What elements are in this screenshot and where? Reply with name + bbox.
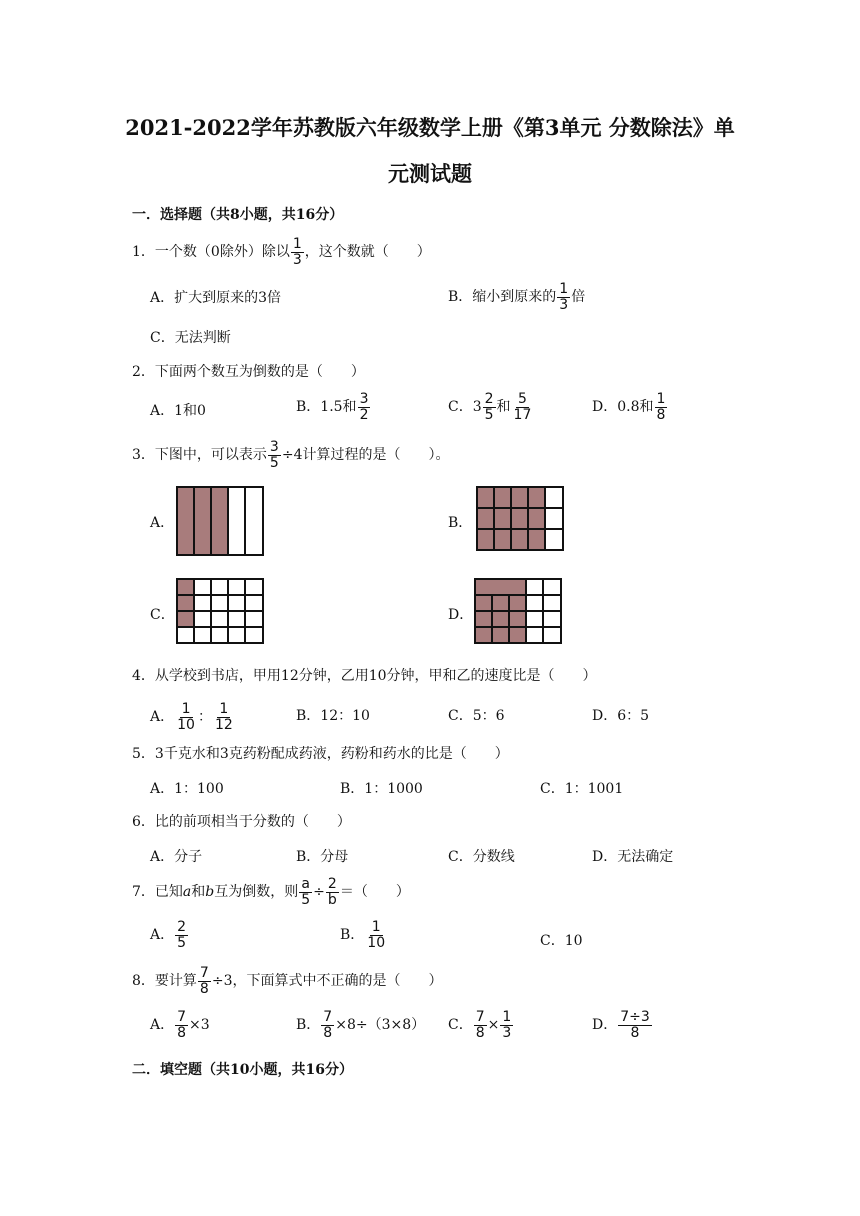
q2-option-b: B．1.5和 $\frac{3}{2}$ <box>296 391 369 423</box>
q3-option-a-label: A． <box>150 515 175 531</box>
q7-option-a: A． $\frac{2}{5}$ <box>150 919 187 951</box>
question-5: 5．3千克水和3克药粉配成药液，药粉和药水的比是（ ） <box>132 746 509 762</box>
q4-option-c: C．5：6 <box>448 708 505 724</box>
q1-option-c: C．无法判断 <box>150 330 231 346</box>
q1-option-b: B．缩小到原来的 $\frac{1}{3}$ 倍 <box>448 281 586 313</box>
question-3: 3．下图中，可以表示 $\frac{3}{5}$ ÷4计算过程的是（ ）。 <box>132 439 450 471</box>
q4-option-b: B．12：10 <box>296 708 370 724</box>
q3-option-a-diagram <box>176 486 266 556</box>
q2-option-d: D．0.8和 $\frac{1}{8}$ <box>592 391 666 423</box>
q3-option-d-diagram <box>474 578 564 646</box>
q5-option-a: A．1：100 <box>150 781 224 797</box>
q6-option-b: B．分母 <box>296 849 349 865</box>
q8-option-a: A． $\frac{7}{8}$ ×3 <box>150 1009 210 1041</box>
q8-option-b: B． $\frac{7}{8}$ ×8÷（3×8） <box>296 1009 426 1041</box>
q6-option-a: A．分子 <box>150 849 203 865</box>
q6-option-c: C．分数线 <box>448 849 515 865</box>
q8-option-c: C． $\frac{7}{8}$ × $\frac{1}{3}$ <box>448 1009 512 1041</box>
q5-option-b: B．1：1000 <box>340 781 423 797</box>
section-heading-fill: 二．填空题（共10小题，共16分） <box>132 1062 353 1078</box>
q2-option-c: C．3 $\frac{2}{5}$ 和 $\frac{5}{17}$ <box>448 391 532 423</box>
q2-option-a: A．1和0 <box>150 403 206 419</box>
q7-option-b: B． $\frac{1}{10}$ <box>340 919 386 951</box>
question-1: 1．一个数（0除外）除以 $\frac{1}{3}$ ，这个数就（ ） <box>132 236 431 268</box>
question-7: 7．已知a和b互为倒数，则 $\frac{a}{5}$ ÷ $\frac{2}{b}$ ＝（ ） <box>132 876 410 908</box>
question-2: 2．下面两个数互为倒数的是（ ） <box>132 364 365 380</box>
q3-option-c-label: C． <box>150 607 175 623</box>
q4-option-a: A． $\frac{1}{10}$ ： $\frac{1}{12}$ <box>150 701 233 733</box>
q5-option-c: C．1：1001 <box>540 781 624 797</box>
q3-option-d-label: D． <box>448 607 474 623</box>
question-4: 4．从学校到书店，甲用12分钟，乙用10分钟，甲和乙的速度比是（ ） <box>132 668 597 684</box>
question-6: 6．比的前项相当于分数的（ ） <box>132 814 351 830</box>
q1-stem: 1．一个数（0除外）除以 <box>132 244 290 261</box>
q8-option-d: D． $\frac{7\div 3}{8}$ <box>592 1009 650 1041</box>
section-heading-choice: 一．选择题（共8小题，共16分） <box>132 207 344 223</box>
q3-option-b-diagram <box>476 486 566 552</box>
q3-option-b-label: B． <box>448 515 473 531</box>
page-title-line1: 2021-2022学年苏教版六年级数学上册《第3单元 分数除法》单 <box>125 115 735 140</box>
page-title-line2: 元测试题 <box>388 161 472 186</box>
q1-fraction: $\frac{1}{3}$ <box>292 236 302 268</box>
q1-option-a: A．扩大到原来的3倍 <box>150 290 282 306</box>
q6-option-d: D．无法确定 <box>592 849 674 865</box>
q4-option-d: D．6：5 <box>592 708 650 724</box>
q3-option-c-diagram <box>176 578 266 646</box>
question-8: 8．要计算 $\frac{7}{8}$ ÷3，下面算式中不正确的是（ ） <box>132 965 443 997</box>
q7-option-c: C．10 <box>540 933 583 949</box>
